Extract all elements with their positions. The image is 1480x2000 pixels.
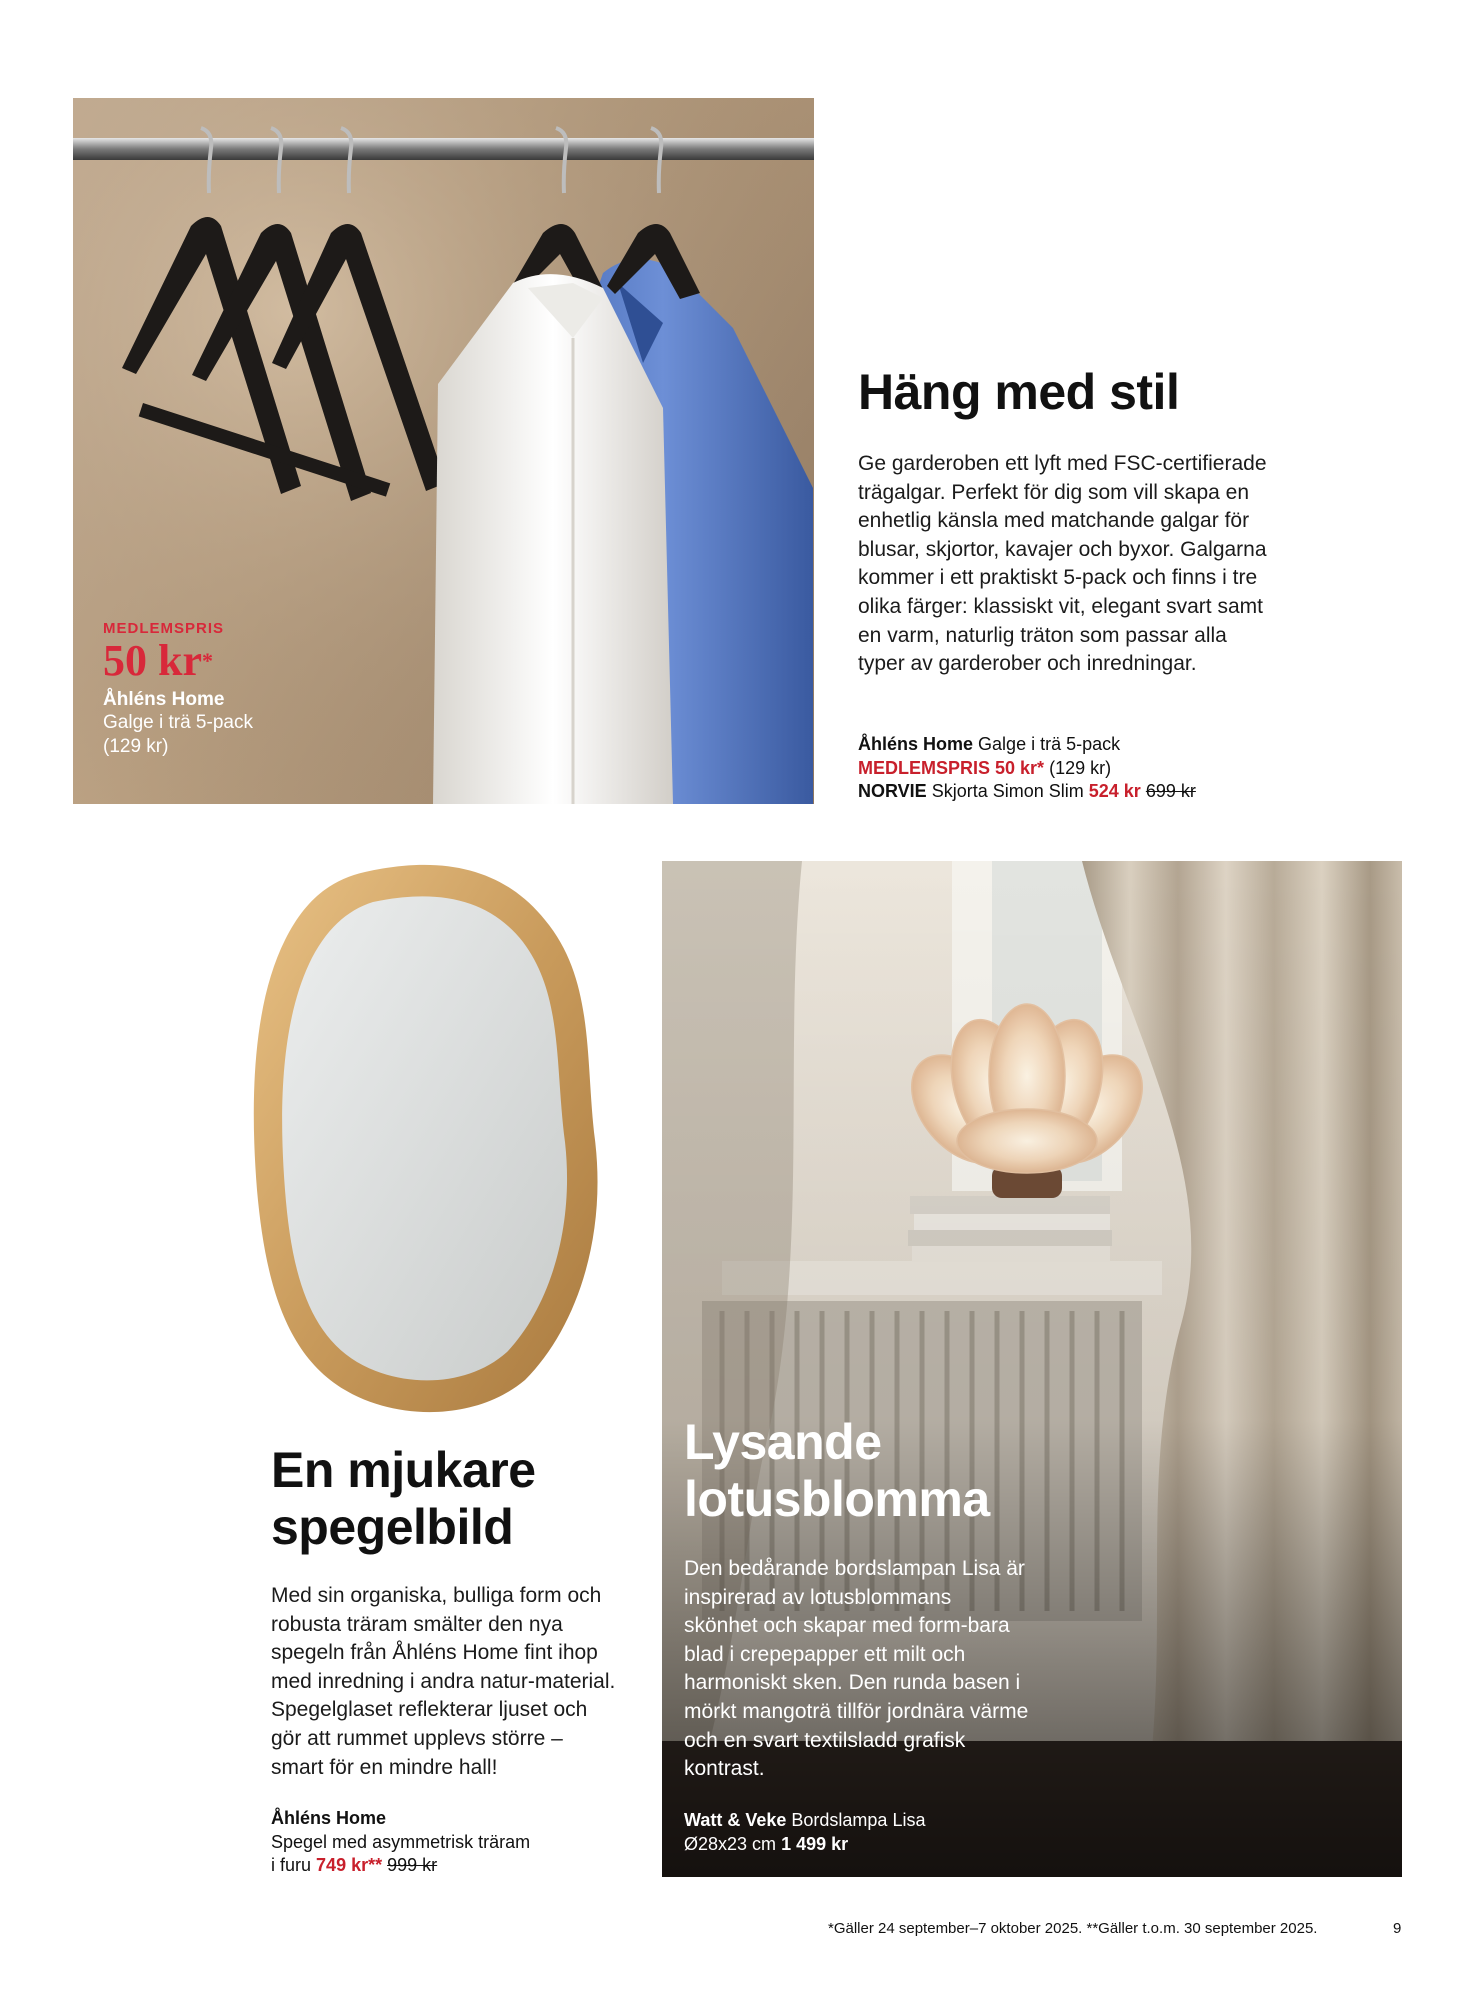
hanger-heading: Häng med stil xyxy=(858,364,1180,420)
footnote: *Gäller 24 september–7 oktober 2025. **Gäller t.o.m. 30 september 2025. xyxy=(828,1920,1318,1937)
credit-line-2 xyxy=(858,757,1278,781)
lamp-body-text: Den bedårande bordslampan Lisa är inspirerad av lotusblommans skönhet och skapar med form-bara blad i crepepapper ett milt och harmoniskt sken. Den runda basen i mörkt mangoträ tillför jordnära värme och en svart textilsladd grafisk kontrast. xyxy=(684,1557,1029,1781)
credit-line-1 xyxy=(684,1809,1029,1833)
mirror-body-text: Med sin organiska, bulliga form och robusta träram smälter den nya spegeln från Åhléns Home fint ihop med inredning i andra natur-material. Spegelglaset reflekterar ljuset och gör att rummet upplevs större – smart för en mindre hall! xyxy=(271,1584,616,1779)
credit-brand: Watt & Veke xyxy=(684,1810,787,1830)
credit-regular-price: (129 kr) xyxy=(1049,757,1112,778)
mirror-heading: En mjukare spegelbild xyxy=(271,1442,536,1555)
member-price: 50 kr* xyxy=(103,636,213,685)
mirror-image xyxy=(245,860,620,1420)
credit-product: Spegel med asymmetrisk träram xyxy=(271,1831,531,1852)
credit-line-2 xyxy=(684,1833,1029,1857)
credit-size: Ø28x23 cm xyxy=(684,1833,777,1854)
hanger-credits xyxy=(858,733,1278,804)
credit-old-price: 699 kr xyxy=(1145,781,1196,801)
credit-product: Bordslampa Lisa xyxy=(791,1810,926,1830)
credit-product: Galge i trä 5-pack xyxy=(978,734,1121,754)
page-number: 9 xyxy=(1393,1920,1402,1937)
credit-price: 1 499 kr xyxy=(781,1833,849,1854)
credit-old-price: 999 kr xyxy=(387,1855,438,1875)
photo-product-regular-price: (129 kr) xyxy=(103,736,169,757)
lamp-heading: Lysande lotusblomma xyxy=(684,1414,990,1527)
lamp-credits xyxy=(684,1809,1029,1856)
hanger-photo xyxy=(73,98,814,804)
photo-price-block xyxy=(103,620,253,759)
credit-product: Skjorta Simon Slim xyxy=(931,781,1084,801)
credit-member-price: MEDLEMSPRIS 50 kr* xyxy=(858,757,1045,778)
credit-sale-price: 524 kr xyxy=(1088,781,1141,801)
credit-brand: NORVIE xyxy=(858,781,927,801)
credit-price-line: i furu 749 kr** 999 kr xyxy=(271,1855,438,1875)
credit-sale-price: 749 kr** xyxy=(316,1855,383,1875)
credit-line-3 xyxy=(858,780,1278,804)
credit-brand: Åhléns Home xyxy=(858,734,974,754)
member-price-label: MEDLEMSPRIS xyxy=(103,620,225,637)
mirror-credits xyxy=(271,1807,616,1878)
hanger-body-text: Ge garderoben ett lyft med FSC-certifierade trägalgar. Perfekt för dig som vill skapa en enhetlig känsla med matchande galgar för blusar, skjortor, kavajer och byxor. Galgarna kommer i ett praktiskt 5-pack och finns i tre olika färger: klassiskt vit, elegant svart samt en varm, naturlig träton som passar alla typer av garderober och inredningar. xyxy=(858,452,1267,676)
credit-line-1 xyxy=(858,733,1278,757)
photo-brand: Åhléns Home xyxy=(103,689,225,710)
photo-product-name: Galge i trä 5-pack xyxy=(103,712,253,733)
credit-brand: Åhléns Home xyxy=(271,1808,387,1828)
